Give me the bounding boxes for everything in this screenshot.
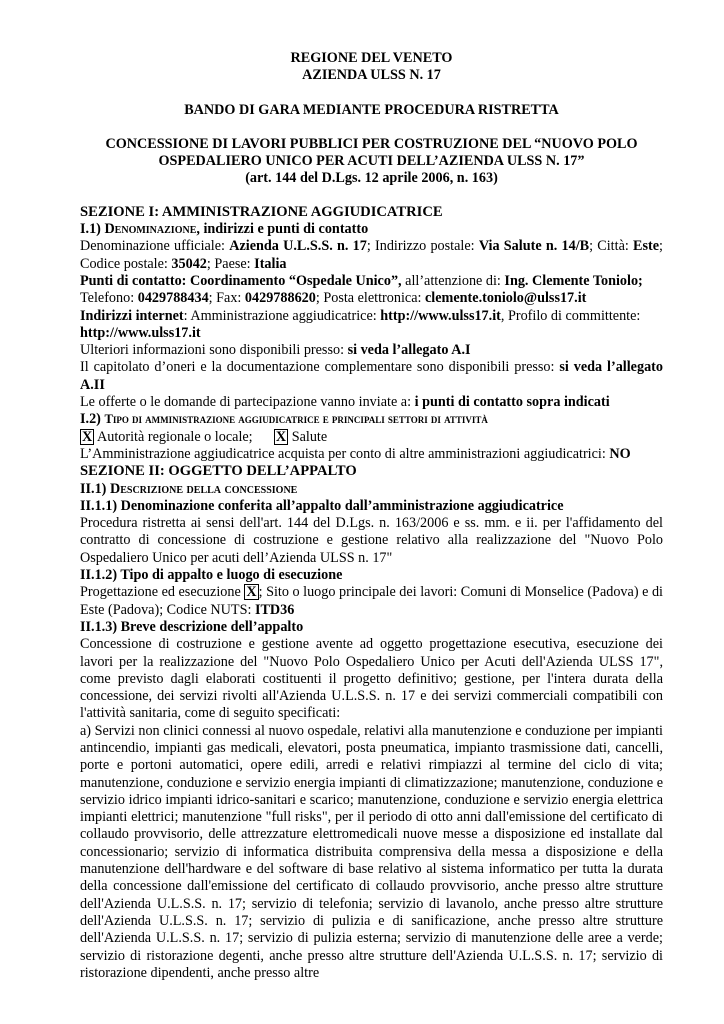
ii13-paragraph-1: Concessione di costruzione e gestione avente ad oggetto progettazione esecutiva, esecuzione dei lavori per la realizzazione del "Nuovo Polo Ospedaliero Unico per Acuti dell'Azienda ULSS 17", come previsto dagli elaborati costituenti il progetto definitivo; gestione, per l'intera durata della concessione, dei servizi rivolti all'Azienda U.L.S.S. n. 17 e dei servizi commerciali compatibili con l'attività sanitaria, come di seguito specificati:: [80, 636, 663, 722]
concession-title-line1: CONCESSIONE DI LAVORI PUBBLICI PER COSTRUZIONE DEL “NUOVO POLO: [105, 135, 638, 152]
ii12-paragraph: Progettazione ed esecuzione X ; Sito o luogo principale dei lavori: Comuni di Monselice (Padova) e di Este (Padova); Codice NUTS: ITD36: [80, 584, 663, 618]
subsection-ii12-heading: II.1.2) Tipo di appalto e luogo di esecuzione: [80, 567, 343, 584]
checkbox-autorita-regionale: X: [82, 428, 93, 445]
subsection-ii13-heading: II.1.3) Breve descrizione dell’appalto: [80, 618, 304, 635]
concession-title-line3: (art. 144 del D.Lgs. 12 aprile 2006, n. 163): [245, 170, 498, 187]
contact-paragraph: Punti di contatto: Coordinamento “Ospedale Unico”, all’attenzione di: Ing. Clemente Toniolo; Telefono: 0429788434; Fax: 0429788620; Posta elettronica: clemente.toniolo@ulss17.it: [80, 272, 643, 307]
region-title: REGIONE DEL VENETO: [290, 50, 453, 66]
section-1-heading: SEZIONE I: AMMINISTRAZIONE AGGIUDICATRICE: [80, 203, 443, 220]
checkbox-salute: X: [275, 428, 287, 445]
section-2-heading: SEZIONE II: OGGETTO DELL’APPALTO: [80, 463, 357, 480]
bando-title: BANDO DI GARA MEDIANTE PROCEDURA RISTRETTA: [184, 101, 559, 118]
offers-paragraph: Le offerte o le domande di partecipazione vanno inviate a: i punti di contatto sopra indicati: [80, 394, 610, 411]
azienda-title: AZIENDA ULSS N. 17: [302, 67, 441, 84]
subsection-ii11-heading: II.1.1) Denominazione conferita all’appalto dall’amministrazione aggiudicatrice: [80, 497, 564, 514]
subsection-i2-heading: I.2) Tipo di amministrazione aggiudicatrice e principali settori di attività: [80, 411, 488, 428]
denominazione-paragraph: Denominazione ufficiale: Azienda U.L.S.S. n. 17; Indirizzo postale: Via Salute n. 14/B; Città: Este; Codice postale: 35042; Paese: Italia: [80, 238, 663, 272]
admin-type-checkboxes: X Autorità regionale o locale; X Salute: [82, 428, 328, 445]
subsection-ii1-heading: II.1) Descrizione della concessione: [80, 480, 298, 497]
capitolato-paragraph: Il capitolato d’oneri e la documentazione complementare sono disponibili presso: si veda l’allegato A.II: [80, 359, 663, 393]
ii13-paragraph-2: a) Servizi non clinici connessi al nuovo ospedale, relativi alla manutenzione e conduzione per impianti antincendio, impianti gas medicali, elevatori, posta pneumatica, impianto trasmissione dati, cancelli, porte e portoni automatici, opere edili, arredi e relativi rimpiazzi al termine del ciclo di vita; manutenzione, conduzione e servizio energia impianti di climatizzazione; manutenzione, conduzione e servizio idrico impianti idrico-sanitari e scarico; manutenzione, conduzione e servizio energia elettrica impianti elettrici; manutenzione "full risks", per il periodo di otto anni dall'emissione del certificato di collaudo provvisorio, delle attrezzature elettromedicali nuove messe a disposizione ed installate dal concessionario; servizio di informatica distribuita comprensiva della messa a disposizione e della manutenzione dell'hardware e del software di base relativo al sistema informatico per tutta la durata della concessione dall'emissione del certificato di collaudo provvisorio, anche presso altre strutture dell'Azienda U.L.S.S. n. 17; servizio di telefonia; servizio di lavanolo, anche presso altre strutture dell'Azienda U.L.S.S. n. 17; servizio di pulizia e di sanificazione, anche presso altre strutture dell'Azienda U.L.S.S. n. 17; servizio di pulizia esterna; servizio di manutenzione delle aree a verde; servizio di ristorazione degenti, anche presso altre strutture dell'Azienda U.L.S.S. n. 17; servizio di ristorazione dipendenti, anche presso altre: [80, 722, 663, 981]
subsection-i1-heading: I.1) Denominazione, indirizzi e punti di contatto: [80, 221, 369, 238]
document-page: [80, 50, 663, 982]
info-paragraph: Ulteriori informazioni sono disponibili presso: si veda l’allegato A.I: [80, 342, 471, 359]
concession-title-line2: OSPEDALIERO UNICO PER ACUTI DELL’AZIENDA ULSS N. 17”: [158, 153, 585, 170]
ii11-paragraph: Procedura ristretta ai sensi dell'art. 144 del D.Lgs. n. 163/2006 e ss. mm. e ii. per l'affidamento del contratto di concessione di costruzione e gestione relativo alla realizzazione del "Nuovo Polo Ospedaliero Unico per acuti dell’Azienda ULSS n. 17": [80, 515, 663, 566]
internet-paragraph: Indirizzi internet: Amministrazione aggiudicatrice: http://www.ulss17.it, Profilo di committente: http://www.ulss17.it: [80, 307, 641, 341]
altre-amministrazioni-paragraph: L’Amministrazione aggiudicatrice acquista per conto di altre amministrazioni aggiudicatrici: NO: [80, 445, 631, 462]
checkbox-progettazione: X: [246, 584, 257, 601]
